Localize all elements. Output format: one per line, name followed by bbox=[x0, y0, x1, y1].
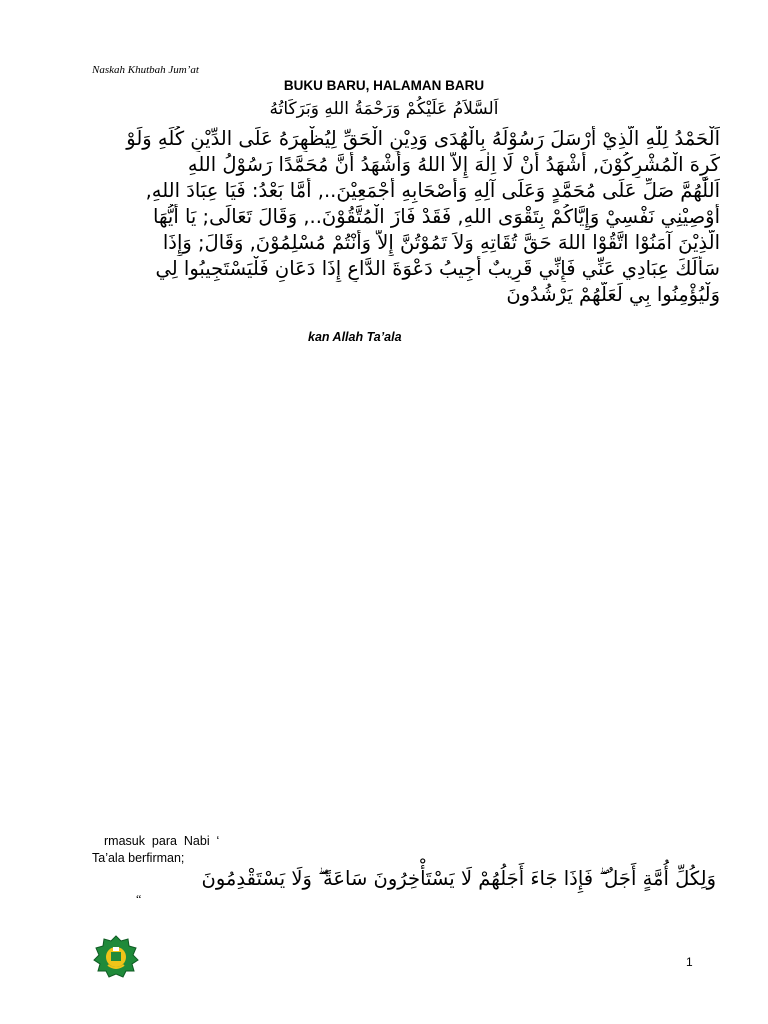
quran-verse: وَلِكُلِّ أُمَّةٍ أَجَلٌ ۖ فَإِذَا جَاءَ أَجَلُهُمْ لَا يَسْتَأْخِرُونَ سَاعَةً ۖ وَلَا يَسْتَقْدِمُونَ bbox=[201, 867, 716, 890]
arabic-line: اَللّٰهُمَّ صَلِّ عَلَى مُحَمَّدٍ وَعَلَى آلِهِ وَأَصْحَابِهِ أَجْمَعِيْنَ.., أَمَّا بَعْدُ: فَيَا عِبَادَ اللهِ, bbox=[145, 179, 720, 202]
quote-mark: “ bbox=[136, 892, 142, 906]
arabic-line: الَّذِيْنَ آمَنُوْا اتَّقُوْا اللهَ حَقَّ تُقَاتِهِ وَلاَ تَمُوْتُنَّ إِلاَّ وَأَنْتُمْ مُسْلِمُوْنَ, وَقَالَ; وَإِذَا bbox=[162, 231, 720, 254]
text-fragment: Ta’ala berfirman; bbox=[92, 851, 185, 865]
arabic-line: اَلْحَمْدُ لِلّٰهِ الَّذِيْ أَرْسَلَ رَسُوْلَهُ بِالْهُدَى وَدِيْنِ الْحَقِّ لِيُظْهِرَهُ عَلَى الدِّيْنِ كُلِّهِ وَلَوْ bbox=[126, 127, 720, 150]
arabic-line: كَرِهَ الْمُشْرِكُوْنَ, أَشْهَدُ أَنْ لَا اِلٰهَ إِلاَّ اللهُ وَأَشْهَدُ أَنَّ مُحَمَّدًا رَسُوْلُ اللهِ bbox=[187, 153, 720, 176]
document-title: BUKU BARU, HALAMAN BARU bbox=[283, 78, 485, 93]
page-number: 1 bbox=[686, 955, 693, 969]
arabic-line: أُوْصِيْنِي نَفْسِيْ وَإِيَّاكُمْ بِتَقْوَى اللهِ, فَقَدْ فَازَ الْمُتَّقُوْنَ.., وَقَالَ تَعَالَى; يَا أَيُّهَا bbox=[153, 205, 720, 228]
text-fragment: rmasuk para Nabi ‘ bbox=[104, 834, 220, 848]
section-subtitle: kan Allah Ta’ala bbox=[308, 330, 402, 344]
arabic-opening-block bbox=[100, 126, 720, 308]
ministry-emblem-icon bbox=[92, 935, 140, 979]
arabic-line: سَأَلَكَ عِبَادِي عَنِّي فَإِنِّي قَرِيبٌ أُجِيبُ دَعْوَةَ الدَّاعِ إِذَا دَعَانِ فَلْيَسْتَجِيبُوا لِي bbox=[155, 257, 720, 280]
header-note: Naskah Khutbah Jum’at bbox=[92, 64, 199, 76]
arabic-greeting: اَلسَّلاَمُ عَلَيْكُمْ وَرَحْمَةُ اللهِ وَبَرَكَاتُهُ bbox=[269, 99, 499, 119]
arabic-line: وَلْيُؤْمِنُوا بِي لَعَلَّهُمْ يَرْشُدُونَ bbox=[506, 283, 720, 306]
